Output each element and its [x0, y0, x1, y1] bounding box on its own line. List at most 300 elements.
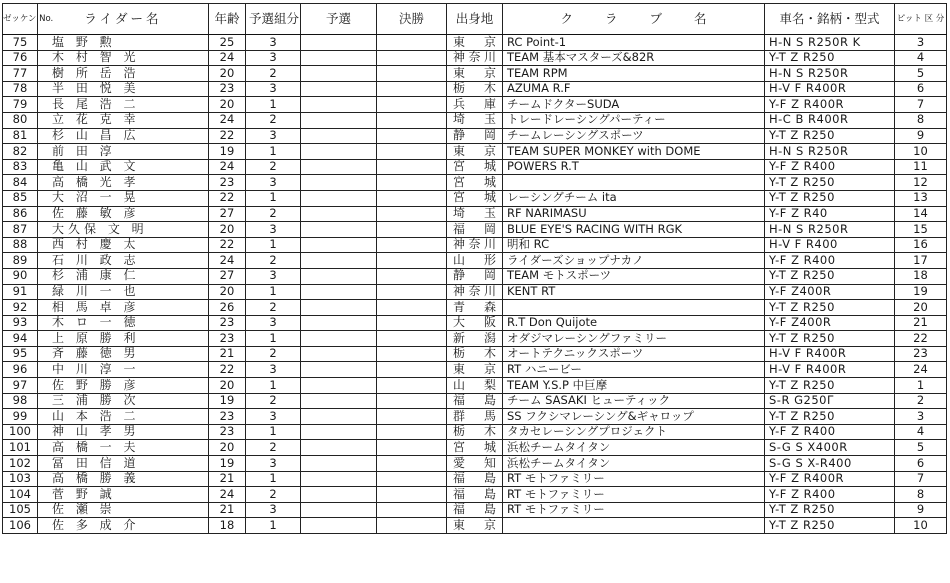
- rider-number: 82: [3, 144, 38, 160]
- final-result: [377, 159, 447, 175]
- qualify-result: [301, 237, 377, 253]
- qualify-group: 2: [246, 487, 301, 503]
- rider-name: 大 沼 一 晃: [38, 190, 209, 206]
- club-name: チーム SASAKI ヒューティック: [503, 393, 765, 409]
- table-row: [3, 331, 947, 347]
- pit-section: 10: [895, 144, 947, 160]
- rider-age: 21: [209, 502, 246, 518]
- final-result: [377, 346, 447, 362]
- table-row: [3, 112, 947, 128]
- rider-name: 大久保 文 明: [38, 222, 209, 238]
- rider-age: 22: [209, 128, 246, 144]
- rider-name: 西 村 慶 太: [38, 237, 209, 253]
- rider-name: 菅 野 誠: [38, 487, 209, 503]
- rider-number: 101: [3, 440, 38, 456]
- rider-origin: 愛 知: [447, 456, 503, 472]
- final-result: [377, 393, 447, 409]
- bike-model: Y-F Z400R: [765, 284, 895, 300]
- final-result: [377, 424, 447, 440]
- final-result: [377, 128, 447, 144]
- final-result: [377, 300, 447, 316]
- pit-section: 9: [895, 128, 947, 144]
- rider-number: 91: [3, 284, 38, 300]
- qualify-result: [301, 502, 377, 518]
- qualify-result: [301, 300, 377, 316]
- qualify-group: 3: [246, 502, 301, 518]
- final-result: [377, 471, 447, 487]
- rider-name: 神 山 孝 男: [38, 424, 209, 440]
- rider-name: 佐 多 成 介: [38, 518, 209, 534]
- club-name: チームレーシングスポーツ: [503, 128, 765, 144]
- pit-section: 10: [895, 518, 947, 534]
- table-row: [3, 300, 947, 316]
- table-row: [3, 97, 947, 113]
- qualify-result: [301, 487, 377, 503]
- rider-number: 93: [3, 315, 38, 331]
- rider-origin: 大 阪: [447, 315, 503, 331]
- table-row: [3, 237, 947, 253]
- qualify-group: 1: [246, 378, 301, 394]
- pit-section: 19: [895, 284, 947, 300]
- pit-section: 21: [895, 315, 947, 331]
- rider-number: 96: [3, 362, 38, 378]
- bike-model: Y-T Z R250: [765, 409, 895, 425]
- qualify-result: [301, 97, 377, 113]
- club-name: RT モトファミリー: [503, 487, 765, 503]
- qualify-group: 3: [246, 81, 301, 97]
- rider-age: 23: [209, 315, 246, 331]
- qualify-group: 3: [246, 362, 301, 378]
- rider-name: 斉 藤 徳 男: [38, 346, 209, 362]
- header-qualify: 予選: [301, 4, 377, 35]
- table-body: [3, 35, 947, 534]
- rider-name: 三 浦 勝 次: [38, 393, 209, 409]
- rider-origin: 群 馬: [447, 409, 503, 425]
- rider-number: 104: [3, 487, 38, 503]
- rider-name: 緑 川 一 也: [38, 284, 209, 300]
- club-name: タカセレーシングプロジェクト: [503, 424, 765, 440]
- rider-name: 高 橋 勝 義: [38, 471, 209, 487]
- rider-age: 20: [209, 284, 246, 300]
- rider-origin: 神奈川: [447, 50, 503, 66]
- bike-model: H-V F R400: [765, 237, 895, 253]
- pit-section: 5: [895, 66, 947, 82]
- bike-model: Y-F Z400R: [765, 315, 895, 331]
- club-name: RC Point-1: [503, 35, 765, 51]
- rider-number: 90: [3, 268, 38, 284]
- rider-origin: 東 京: [447, 362, 503, 378]
- final-result: [377, 409, 447, 425]
- club-name: オダジマレーシングファミリー: [503, 331, 765, 347]
- rider-name: 石 川 政 志: [38, 253, 209, 269]
- qualify-group: 3: [246, 268, 301, 284]
- rider-origin: 静 岡: [447, 128, 503, 144]
- bike-model: H-N S R250R K: [765, 35, 895, 51]
- pit-section: 9: [895, 502, 947, 518]
- pit-section: 4: [895, 50, 947, 66]
- rider-number: 75: [3, 35, 38, 51]
- final-result: [377, 253, 447, 269]
- table-row: [3, 50, 947, 66]
- qualify-group: 1: [246, 331, 301, 347]
- rider-origin: 宮 城: [447, 175, 503, 191]
- bike-model: H-V F R400R: [765, 362, 895, 378]
- bike-model: Y-F Z R40: [765, 206, 895, 222]
- bike-model: Y-T Z R250: [765, 378, 895, 394]
- rider-origin: 宮 城: [447, 440, 503, 456]
- rider-age: 26: [209, 300, 246, 316]
- qualify-result: [301, 112, 377, 128]
- header-pit: ピット 区 分: [895, 4, 947, 35]
- club-name: TEAM Y.S.P 中巨摩: [503, 378, 765, 394]
- club-name: 浜松チームタイタン: [503, 456, 765, 472]
- rider-name: 相 馬 卓 彦: [38, 300, 209, 316]
- pit-section: 14: [895, 206, 947, 222]
- rider-origin: 東 京: [447, 35, 503, 51]
- pit-section: 23: [895, 346, 947, 362]
- qualify-group: 3: [246, 456, 301, 472]
- rider-number: 95: [3, 346, 38, 362]
- pit-section: 12: [895, 175, 947, 191]
- club-name: [503, 518, 765, 534]
- rider-origin: 兵 庫: [447, 97, 503, 113]
- rider-number: 102: [3, 456, 38, 472]
- rider-origin: 福 島: [447, 487, 503, 503]
- rider-age: 20: [209, 378, 246, 394]
- final-result: [377, 518, 447, 534]
- rider-age: 21: [209, 346, 246, 362]
- qualify-result: [301, 378, 377, 394]
- rider-age: 25: [209, 35, 246, 51]
- club-name: オートテクニックスポーツ: [503, 346, 765, 362]
- rider-age: 20: [209, 97, 246, 113]
- header-origin: 出身地: [447, 4, 503, 35]
- qualify-group: 1: [246, 237, 301, 253]
- rider-age: 24: [209, 253, 246, 269]
- qualify-result: [301, 362, 377, 378]
- qualify-result: [301, 518, 377, 534]
- rider-name: 塩 野 勲: [38, 35, 209, 51]
- rider-name: 佐 藤 敏 彦: [38, 206, 209, 222]
- bike-model: Y-T Z R250: [765, 190, 895, 206]
- rider-age: 19: [209, 393, 246, 409]
- club-name: チームドクターSUDA: [503, 97, 765, 113]
- rider-age: 23: [209, 81, 246, 97]
- rider-number: 98: [3, 393, 38, 409]
- final-result: [377, 112, 447, 128]
- bike-model: Y-T Z R250: [765, 128, 895, 144]
- bike-model: H-N S R250R: [765, 222, 895, 238]
- rider-number: 86: [3, 206, 38, 222]
- bike-model: Y-T Z R250: [765, 502, 895, 518]
- qualify-result: [301, 284, 377, 300]
- final-result: [377, 268, 447, 284]
- table-row: [3, 518, 947, 534]
- qualify-group: 1: [246, 144, 301, 160]
- pit-section: 15: [895, 222, 947, 238]
- pit-section: 7: [895, 97, 947, 113]
- table-row: [3, 144, 947, 160]
- rider-number: 84: [3, 175, 38, 191]
- club-name: [503, 300, 765, 316]
- rider-origin: 宮 城: [447, 159, 503, 175]
- qualify-result: [301, 175, 377, 191]
- qualify-group: 1: [246, 471, 301, 487]
- club-name: R.T Don Quijote: [503, 315, 765, 331]
- rider-age: 23: [209, 331, 246, 347]
- qualify-group: 1: [246, 97, 301, 113]
- qualify-group: 3: [246, 409, 301, 425]
- rider-age: 23: [209, 175, 246, 191]
- header-club: ク ラ ブ 名: [503, 4, 765, 35]
- rider-name: 木 ロ 一 徳: [38, 315, 209, 331]
- club-name: TEAM 基本マスターズ&82R: [503, 50, 765, 66]
- rider-age: 18: [209, 518, 246, 534]
- rider-origin: 東 京: [447, 518, 503, 534]
- rider-age: 21: [209, 471, 246, 487]
- club-name: RT ハニービー: [503, 362, 765, 378]
- rider-number: 83: [3, 159, 38, 175]
- club-name: ライダーズショップナカノ: [503, 253, 765, 269]
- rider-origin: 山 形: [447, 253, 503, 269]
- qualify-result: [301, 128, 377, 144]
- final-result: [377, 144, 447, 160]
- rider-age: 22: [209, 362, 246, 378]
- rider-name: 半 田 悦 美: [38, 81, 209, 97]
- bike-model: Y-F Z R400: [765, 424, 895, 440]
- rider-number: 85: [3, 190, 38, 206]
- final-result: [377, 190, 447, 206]
- rider-age: 27: [209, 268, 246, 284]
- rider-origin: 新 潟: [447, 331, 503, 347]
- pit-section: 1: [895, 378, 947, 394]
- pit-section: 11: [895, 159, 947, 175]
- pit-section: 6: [895, 456, 947, 472]
- final-result: [377, 97, 447, 113]
- table-row: [3, 284, 947, 300]
- qualify-group: 2: [246, 159, 301, 175]
- club-name: RF NARIMASU: [503, 206, 765, 222]
- final-result: [377, 222, 447, 238]
- bike-model: S-G S X400R: [765, 440, 895, 456]
- pit-section: 2: [895, 393, 947, 409]
- rider-number: 94: [3, 331, 38, 347]
- rider-origin: 東 京: [447, 144, 503, 160]
- rider-number: 103: [3, 471, 38, 487]
- table-row: [3, 81, 947, 97]
- rider-age: 23: [209, 409, 246, 425]
- rider-number: 100: [3, 424, 38, 440]
- qualify-group: 2: [246, 393, 301, 409]
- table-row: [3, 175, 947, 191]
- rider-age: 24: [209, 159, 246, 175]
- table-row: [3, 362, 947, 378]
- pit-section: 17: [895, 253, 947, 269]
- qualify-result: [301, 268, 377, 284]
- bike-model: Y-F Z R400R: [765, 97, 895, 113]
- rider-age: 20: [209, 66, 246, 82]
- rider-number: 80: [3, 112, 38, 128]
- rider-name: 高 橋 一 夫: [38, 440, 209, 456]
- table-row: [3, 35, 947, 51]
- pit-section: 7: [895, 471, 947, 487]
- qualify-group: 2: [246, 253, 301, 269]
- bike-model: H-V F R400R: [765, 81, 895, 97]
- rider-origin: 神奈川: [447, 237, 503, 253]
- table-row: [3, 222, 947, 238]
- rider-name: 上 原 勝 利: [38, 331, 209, 347]
- rider-age: 22: [209, 190, 246, 206]
- table-row: [3, 268, 947, 284]
- qualify-group: 3: [246, 222, 301, 238]
- qualify-result: [301, 66, 377, 82]
- qualify-result: [301, 440, 377, 456]
- qualify-group: 2: [246, 112, 301, 128]
- qualify-result: [301, 206, 377, 222]
- rider-origin: 山 梨: [447, 378, 503, 394]
- bike-model: H-C B R400R: [765, 112, 895, 128]
- rider-entry-table: [2, 3, 947, 534]
- table-row: [3, 471, 947, 487]
- bike-model: Y-F Z R400: [765, 159, 895, 175]
- qualify-group: 2: [246, 300, 301, 316]
- qualify-group: 3: [246, 128, 301, 144]
- final-result: [377, 456, 447, 472]
- rider-age: 19: [209, 456, 246, 472]
- bike-model: S-R G250Γ: [765, 393, 895, 409]
- pit-section: 6: [895, 81, 947, 97]
- qualify-group: 3: [246, 35, 301, 51]
- rider-number: 81: [3, 128, 38, 144]
- club-name: POWERS R.T: [503, 159, 765, 175]
- qualify-result: [301, 35, 377, 51]
- qualify-group: 2: [246, 440, 301, 456]
- rider-number: 78: [3, 81, 38, 97]
- rider-name: 木 村 智 光: [38, 50, 209, 66]
- rider-origin: 栃 木: [447, 346, 503, 362]
- rider-name: 樹 所 岳 浩: [38, 66, 209, 82]
- table-row: [3, 253, 947, 269]
- table-row: [3, 190, 947, 206]
- qualify-group: 1: [246, 190, 301, 206]
- rider-origin: 福 島: [447, 502, 503, 518]
- bike-model: S-G S X-R400: [765, 456, 895, 472]
- rider-origin: 静 岡: [447, 268, 503, 284]
- rider-number: 92: [3, 300, 38, 316]
- pit-section: 20: [895, 300, 947, 316]
- bike-model: Y-T Z R250: [765, 300, 895, 316]
- rider-origin: 神奈川: [447, 284, 503, 300]
- table-row: [3, 502, 947, 518]
- qualify-result: [301, 159, 377, 175]
- table-row: [3, 393, 947, 409]
- qualify-result: [301, 190, 377, 206]
- header-group: 予選組分: [246, 4, 301, 35]
- bike-model: Y-T Z R250: [765, 175, 895, 191]
- club-name: レーシングチーム ita: [503, 190, 765, 206]
- qualify-result: [301, 393, 377, 409]
- rider-name: 冨 田 信 道: [38, 456, 209, 472]
- qualify-result: [301, 471, 377, 487]
- table-row: [3, 409, 947, 425]
- pit-section: 22: [895, 331, 947, 347]
- club-name: SS フクシマレーシング&ギャロップ: [503, 409, 765, 425]
- qualify-group: 1: [246, 284, 301, 300]
- pit-section: 18: [895, 268, 947, 284]
- qualify-group: 2: [246, 346, 301, 362]
- pit-section: 16: [895, 237, 947, 253]
- rider-name: 立 花 克 幸: [38, 112, 209, 128]
- rider-number: 87: [3, 222, 38, 238]
- bike-model: Y-T Z R250: [765, 50, 895, 66]
- header-final: 決勝: [377, 4, 447, 35]
- club-name: 明和 RC: [503, 237, 765, 253]
- header-number: ゼッケン No.: [3, 4, 38, 35]
- qualify-result: [301, 424, 377, 440]
- rider-name: 山 本 浩 二: [38, 409, 209, 425]
- rider-age: 22: [209, 237, 246, 253]
- final-result: [377, 237, 447, 253]
- final-result: [377, 284, 447, 300]
- qualify-result: [301, 346, 377, 362]
- rider-name: 杉 山 昌 広: [38, 128, 209, 144]
- table-row: [3, 346, 947, 362]
- bike-model: Y-F Z R400: [765, 253, 895, 269]
- pit-section: 13: [895, 190, 947, 206]
- table-row: [3, 487, 947, 503]
- qualify-group: 3: [246, 175, 301, 191]
- table-row: [3, 66, 947, 82]
- rider-name: 佐 瀬 崇: [38, 502, 209, 518]
- bike-model: Y-T Z R250: [765, 331, 895, 347]
- rider-name: 高 橋 光 孝: [38, 175, 209, 191]
- rider-age: 24: [209, 50, 246, 66]
- pit-section: 3: [895, 409, 947, 425]
- final-result: [377, 66, 447, 82]
- rider-origin: 青 森: [447, 300, 503, 316]
- qualify-result: [301, 315, 377, 331]
- qualify-result: [301, 50, 377, 66]
- rider-origin: 埼 玉: [447, 112, 503, 128]
- bike-model: Y-T Z R250: [765, 268, 895, 284]
- final-result: [377, 35, 447, 51]
- rider-origin: 東 京: [447, 66, 503, 82]
- qualify-group: 2: [246, 206, 301, 222]
- pit-section: 3: [895, 35, 947, 51]
- rider-name: 亀 山 武 文: [38, 159, 209, 175]
- table-row: [3, 315, 947, 331]
- qualify-result: [301, 409, 377, 425]
- table-row: [3, 206, 947, 222]
- pit-section: 4: [895, 424, 947, 440]
- rider-number: 88: [3, 237, 38, 253]
- table-row: [3, 456, 947, 472]
- header-row: [3, 4, 947, 35]
- rider-number: 105: [3, 502, 38, 518]
- final-result: [377, 487, 447, 503]
- qualify-result: [301, 222, 377, 238]
- bike-model: Y-T Z R250: [765, 518, 895, 534]
- table-row: [3, 440, 947, 456]
- club-name: RT モトファミリー: [503, 471, 765, 487]
- qualify-group: 1: [246, 424, 301, 440]
- qualify-group: 3: [246, 315, 301, 331]
- final-result: [377, 440, 447, 456]
- rider-name: 中 川 淳 一: [38, 362, 209, 378]
- rider-number: 77: [3, 66, 38, 82]
- rider-origin: 福 島: [447, 471, 503, 487]
- qualify-result: [301, 456, 377, 472]
